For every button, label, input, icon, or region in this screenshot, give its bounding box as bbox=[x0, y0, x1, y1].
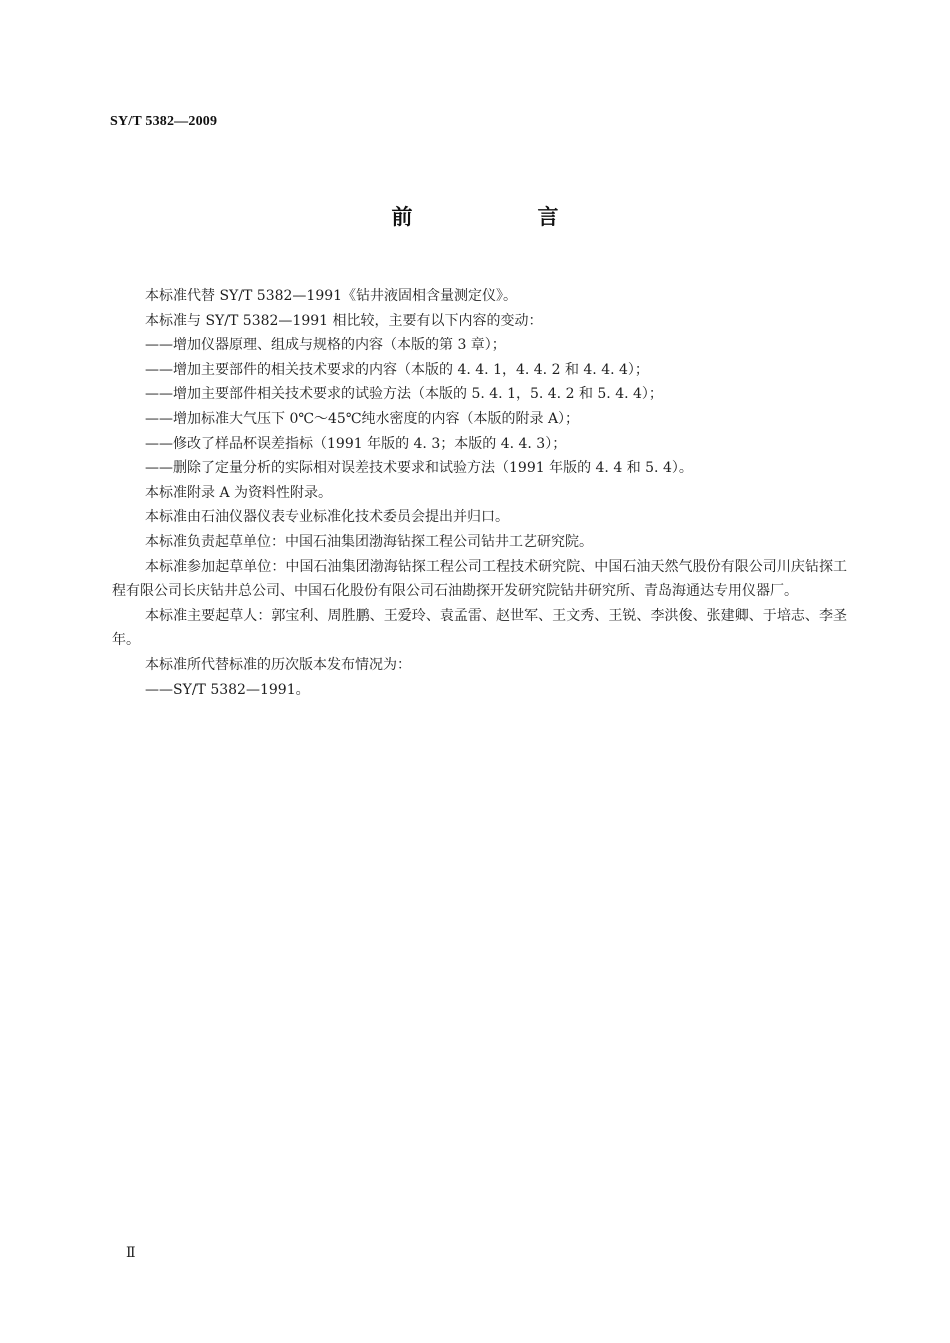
changes-list bbox=[112, 333, 847, 481]
standard-code-header: SY/T 5382—2009 bbox=[110, 114, 218, 129]
list-item: ——增加仪器原理、组成与规格的内容（本版的第 3 章）； bbox=[145, 337, 506, 354]
paragraph-replaces: 本标准代替 SY/T 5382—1991《钻井液固相含量测定仪》。 bbox=[145, 288, 518, 304]
paragraph-main-drafters: 本标准主要起草人：郭宝利、周胜鹏、王爱玲、袁孟雷、赵世军、王文秀、王锐、李洪俊、张建卿、于培志、李圣年。 bbox=[112, 607, 847, 649]
history-list bbox=[112, 678, 847, 703]
list-item: ——增加主要部件相关技术要求的试验方法（本版的 5. 4. 1，5. 4. 2 和 5. 4. 4）； bbox=[145, 386, 663, 403]
paragraph-participating-drafters: 本标准参加起草单位：中国石油集团渤海钻探工程公司工程技术研究院、中国石油天然气股份有限公司川庆钻探工程有限公司长庆钻井总公司、中国石化股份有限公司石油勘探开发研究院钻井研究所、青岛海通达专用仪器厂。 bbox=[112, 558, 847, 600]
paragraph-history-intro: 本标准所代替标准的历次版本发布情况为： bbox=[145, 656, 411, 673]
preface-body bbox=[112, 284, 847, 702]
page-number: Ⅱ bbox=[126, 1246, 136, 1261]
list-item: ——SY/T 5382—1991。 bbox=[145, 681, 310, 698]
paragraph-proposer: 本标准由石油仪器仪表专业标准化技术委员会提出并归口。 bbox=[145, 509, 509, 526]
paragraph-comparison: 本标准与 SY/T 5382—1991 相比较，主要有以下内容的变动： bbox=[145, 312, 543, 329]
paragraph-appendix: 本标准附录 A 为资料性附录。 bbox=[145, 484, 333, 501]
list-item: ——增加标准大气压下 0℃～45℃纯水密度的内容（本版的附录 A）； bbox=[145, 410, 580, 427]
page-title: 前 言 bbox=[391, 205, 611, 229]
list-item: ——增加主要部件的相关技术要求的内容（本版的 4. 4. 1，4. 4. 2 和 4. 4. 4）； bbox=[145, 361, 649, 378]
list-item: ——修改了样品杯误差指标（1991 年版的 4. 3；本版的 4. 4. 3）； bbox=[145, 435, 567, 452]
paragraph-lead-drafter: 本标准负责起草单位：中国石油集团渤海钻探工程公司钻井工艺研究院。 bbox=[145, 533, 593, 550]
list-item: ——删除了定量分析的实际相对误差技术要求和试验方法（1991 年版的 4. 4 和 5. 4）。 bbox=[145, 460, 693, 477]
